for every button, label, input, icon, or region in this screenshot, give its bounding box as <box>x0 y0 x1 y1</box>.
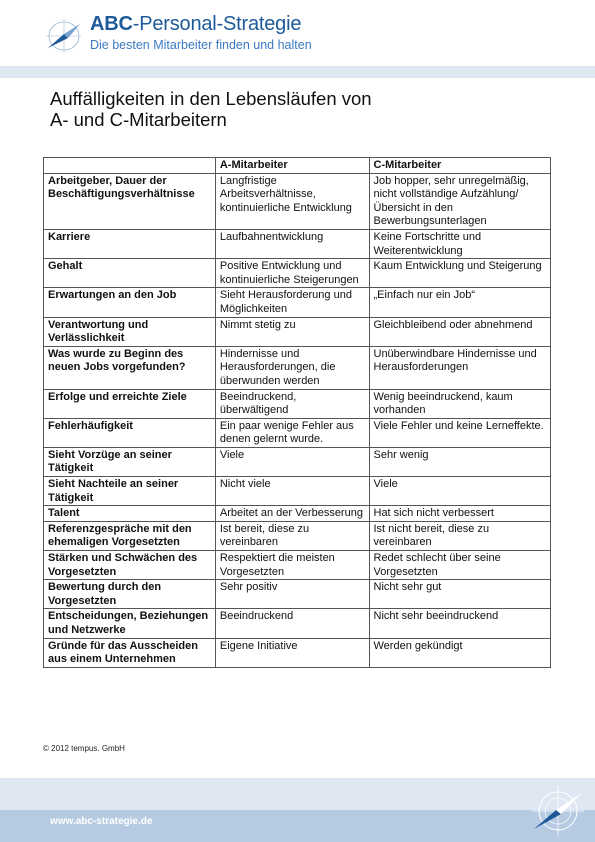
table-row <box>44 506 551 522</box>
a-employee-cell: Hindernisse und Herausforderungen, die überwunden werden <box>215 346 369 389</box>
table-row <box>44 229 551 258</box>
a-employee-cell: Ein paar wenige Fehler aus denen gelernt wurde. <box>215 418 369 447</box>
c-employee-cell: Viele <box>369 477 551 506</box>
table-row <box>44 288 551 317</box>
page-title: Auffälligkeiten in den Lebensläufen von A- und C-Mitarbeitern <box>50 88 372 130</box>
a-employee-cell: Nimmt stetig zu <box>215 317 369 346</box>
table-row <box>44 551 551 580</box>
c-employee-cell: Nicht sehr gut <box>369 580 551 609</box>
header-cell <box>44 158 216 174</box>
a-employee-cell: Sehr positiv <box>215 580 369 609</box>
page-footer <box>0 778 595 842</box>
row-criterion-cell: Sieht Nachteile an seiner Tätigkeit <box>44 477 216 506</box>
a-employee-cell: Beeindruckend, überwältigend <box>215 389 369 418</box>
row-criterion-cell: Erwartungen an den Job <box>44 288 216 317</box>
table-row <box>44 317 551 346</box>
a-employee-cell: Viele <box>215 447 369 476</box>
row-criterion-cell: Gründe für das Ausscheiden aus einem Unternehmen <box>44 638 216 667</box>
c-employee-cell: Ist nicht bereit, diese zu vereinbaren <box>369 521 551 550</box>
a-employee-cell: Laufbahnentwicklung <box>215 229 369 258</box>
table-row <box>44 638 551 667</box>
row-criterion-cell: Talent <box>44 506 216 522</box>
c-employee-cell: Wenig beeindruckend, kaum vorhanden <box>369 389 551 418</box>
comparison-table <box>43 157 551 668</box>
c-employee-cell: „Einfach nur ein Job“ <box>369 288 551 317</box>
c-employee-cell: Werden gekündigt <box>369 638 551 667</box>
copyright-notice: © 2012 tempus. GmbH <box>43 744 125 753</box>
header-band <box>0 66 595 78</box>
row-criterion-cell: Erfolge und erreichte Ziele <box>44 389 216 418</box>
table-header-row <box>44 158 551 174</box>
row-criterion-cell: Entscheidungen, Beziehungen und Netzwerke <box>44 609 216 638</box>
c-employee-cell: Kaum Entwicklung und Steigerung <box>369 259 551 288</box>
c-employee-cell: Keine Fortschritte und Weiterentwicklung <box>369 229 551 258</box>
row-criterion-cell: Referenzgespräche mit den ehemaligen Vorgesetzten <box>44 521 216 550</box>
c-employee-cell: Sehr wenig <box>369 447 551 476</box>
c-employee-cell: Gleichbleibend oder abnehmend <box>369 317 551 346</box>
a-employee-cell: Langfristige Arbeitsverhältnisse, kontinuierliche Entwicklung <box>215 173 369 229</box>
page-header <box>0 0 595 66</box>
compass-rose-icon <box>528 783 584 839</box>
table-row <box>44 259 551 288</box>
a-employee-cell: Nicht viele <box>215 477 369 506</box>
a-employee-cell: Arbeitet an der Verbesserung <box>215 506 369 522</box>
a-employee-cell: Positive Entwicklung und kontinuierliche Steigerungen <box>215 259 369 288</box>
a-employee-cell: Sieht Herausforderung und Möglichkeiten <box>215 288 369 317</box>
table-row <box>44 346 551 389</box>
row-criterion-cell: Sieht Vorzüge an seiner Tätigkeit <box>44 447 216 476</box>
brand-tagline: Die besten Mitarbeiter finden und halten <box>90 38 312 52</box>
c-employee-cell: Unüberwindbare Hindernisse und Herausforderungen <box>369 346 551 389</box>
table-row <box>44 173 551 229</box>
table-row <box>44 580 551 609</box>
c-employee-cell: Viele Fehler und keine Lerneffekte. <box>369 418 551 447</box>
row-criterion-cell: Was wurde zu Beginn des neuen Jobs vorgefunden? <box>44 346 216 389</box>
table-row <box>44 389 551 418</box>
row-criterion-cell: Karriere <box>44 229 216 258</box>
a-employee-cell: Ist bereit, diese zu vereinbaren <box>215 521 369 550</box>
row-criterion-cell: Verantwortung und Verlässlichkeit <box>44 317 216 346</box>
table-row <box>44 521 551 550</box>
row-criterion-cell: Stärken und Schwächen des Vorgesetzten <box>44 551 216 580</box>
table-row <box>44 447 551 476</box>
footer-url-link[interactable]: www.abc-strategie.de <box>50 816 153 827</box>
compass-needle-icon <box>44 18 82 54</box>
header-cell: C-Mitarbeiter <box>369 158 551 174</box>
c-employee-cell: Nicht sehr beeindruckend <box>369 609 551 638</box>
row-criterion-cell: Arbeitgeber, Dauer der Beschäftigungsverhältnisse <box>44 173 216 229</box>
c-employee-cell: Job hopper, sehr unregelmäßig, nicht vollständige Aufzählung/Übersicht in den Bewerbungsunterlagen <box>369 173 551 229</box>
table-body <box>44 173 551 667</box>
row-criterion-cell: Fehlerhäufigkeit <box>44 418 216 447</box>
row-criterion-cell: Gehalt <box>44 259 216 288</box>
brand-name: ABC-Personal-Strategie <box>90 13 302 35</box>
c-employee-cell: Redet schlecht über seine Vorgesetzten <box>369 551 551 580</box>
a-employee-cell: Respektiert die meisten Vorgesetzten <box>215 551 369 580</box>
table-row <box>44 609 551 638</box>
c-employee-cell: Hat sich nicht verbessert <box>369 506 551 522</box>
table-row <box>44 477 551 506</box>
a-employee-cell: Beeindruckend <box>215 609 369 638</box>
row-criterion-cell: Bewertung durch den Vorgesetzten <box>44 580 216 609</box>
a-employee-cell: Eigene Initiative <box>215 638 369 667</box>
table-row <box>44 418 551 447</box>
header-cell: A-Mitarbeiter <box>215 158 369 174</box>
